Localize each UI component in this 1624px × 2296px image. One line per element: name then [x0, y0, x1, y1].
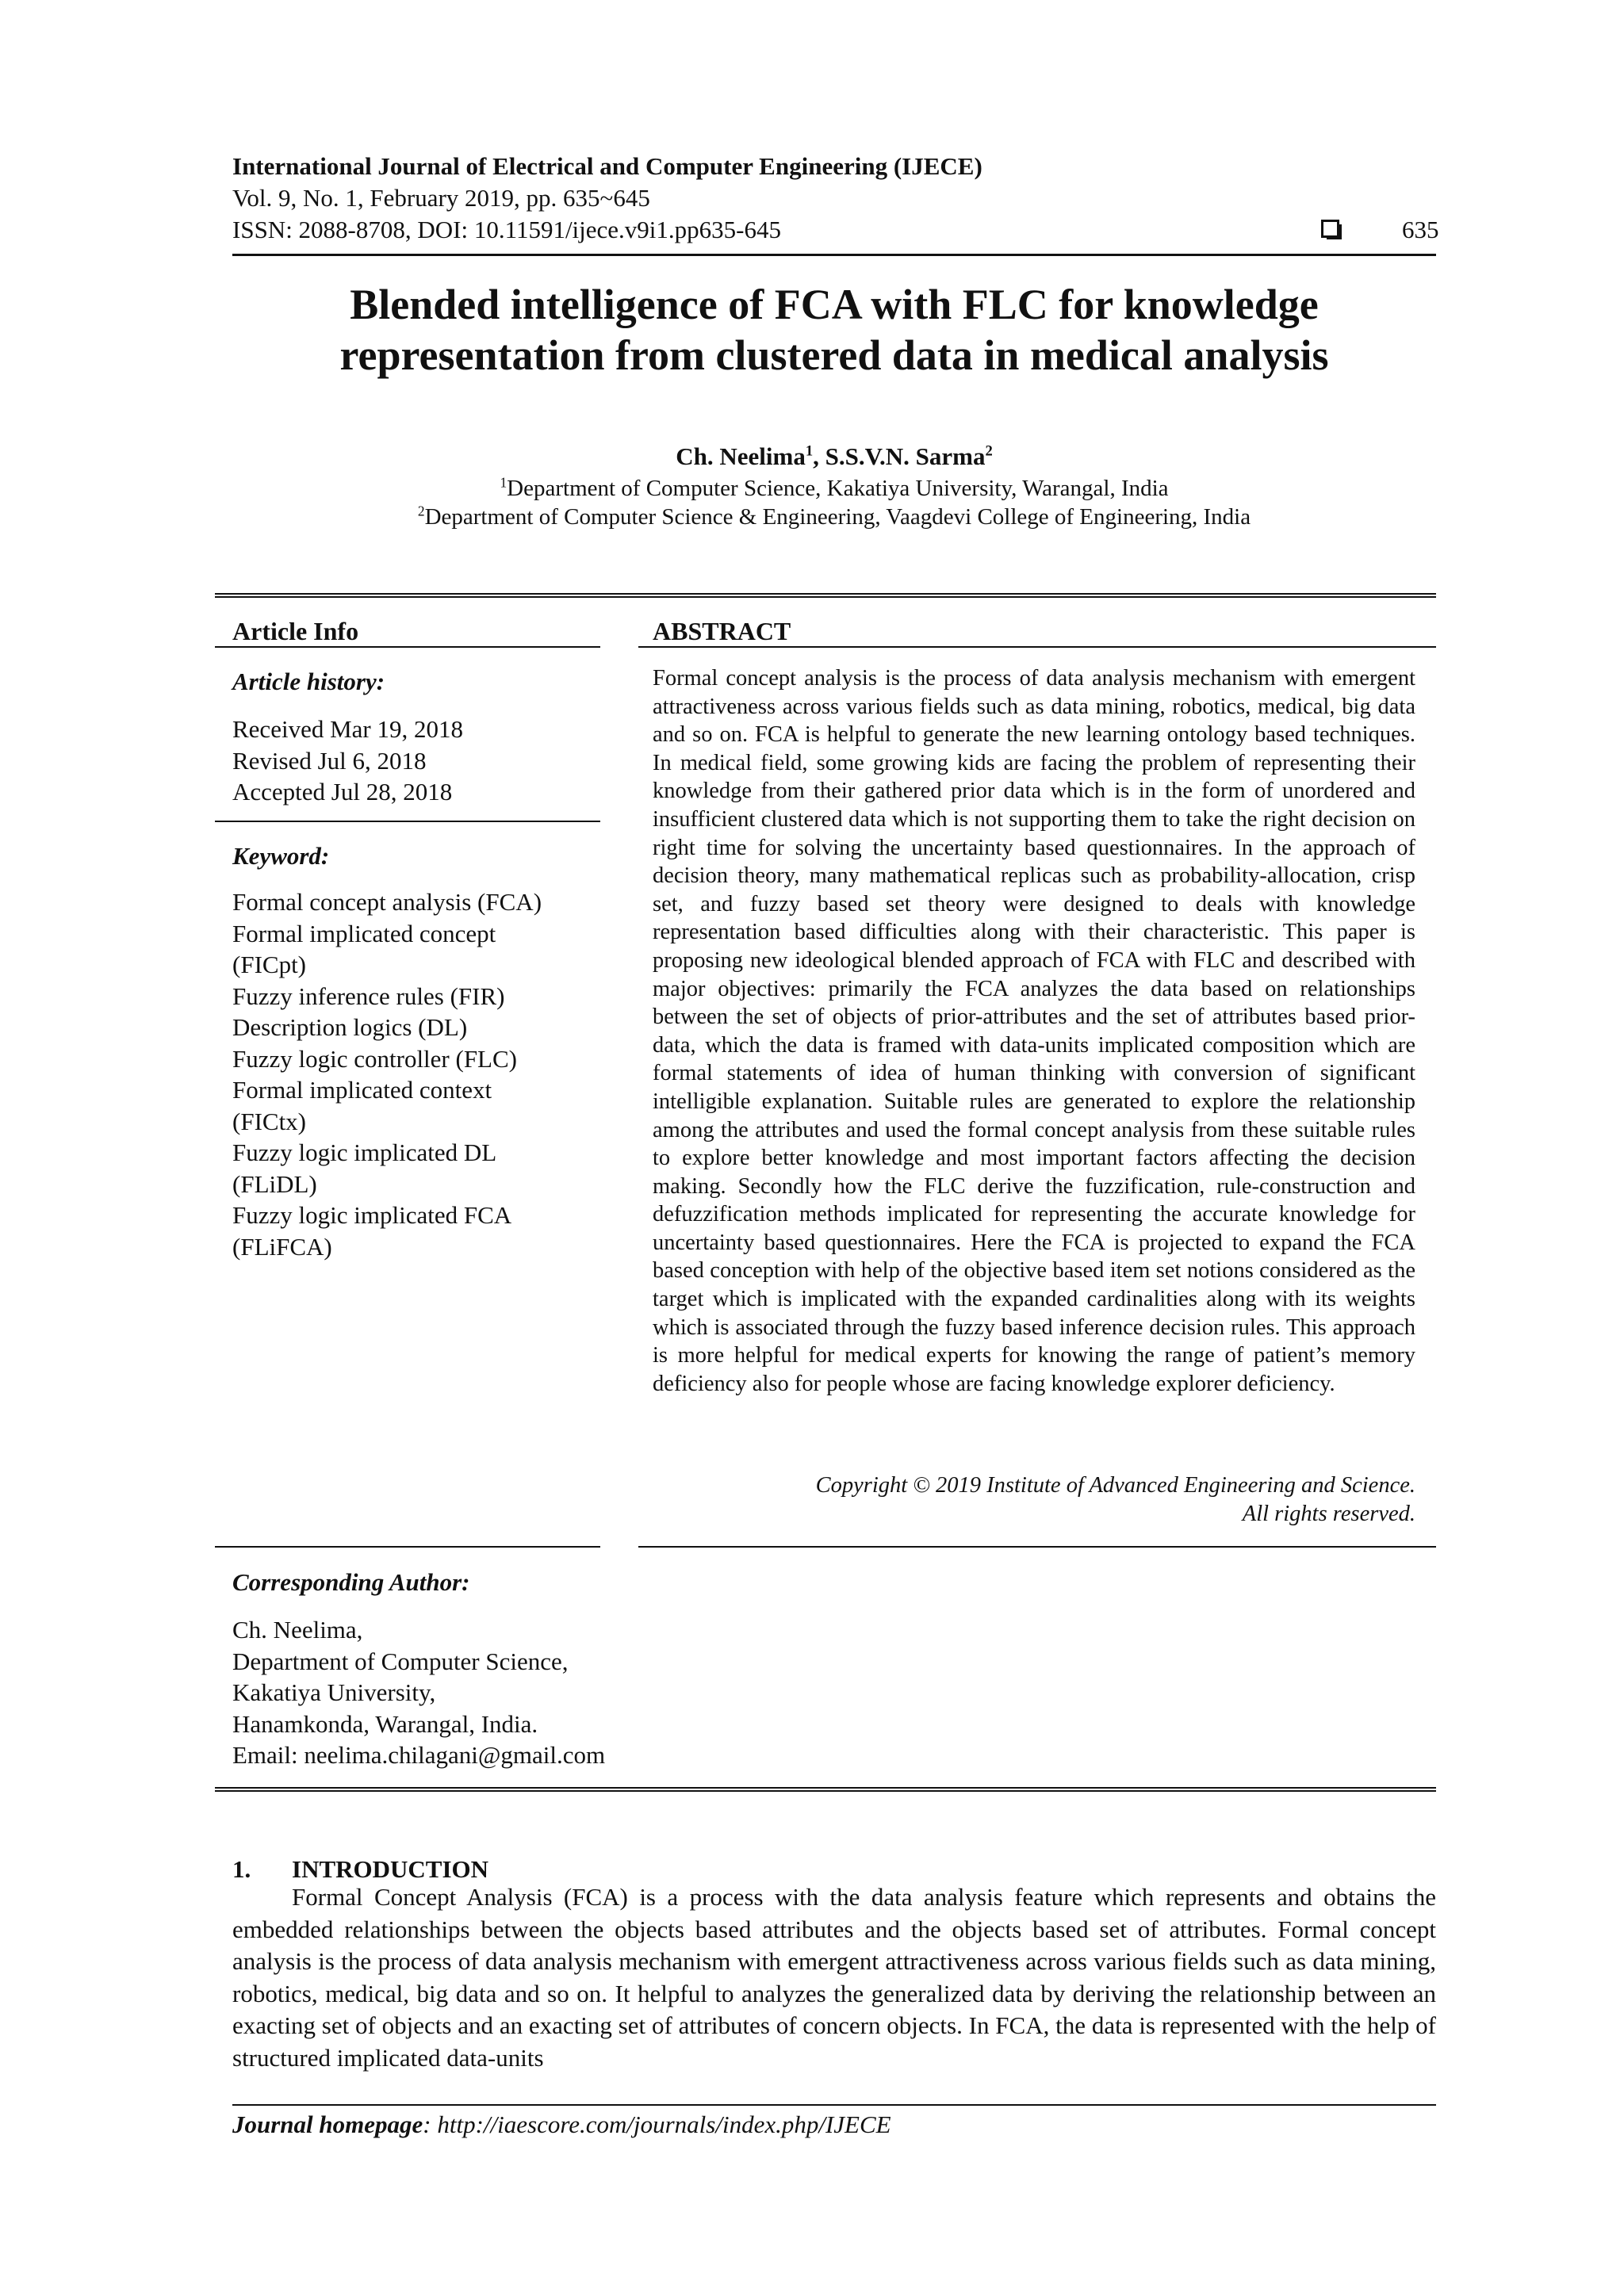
header-divider: [232, 254, 1436, 256]
author-line: [232, 442, 1436, 471]
keyword-item: Fuzzy inference rules (FIR): [232, 982, 505, 1010]
keyword-item: Formal implicated concept: [232, 919, 496, 947]
introduction-paragraph: Formal Concept Analysis (FCA) is a process with the data analysis feature which represents and obtains the embedded relationships between the objects based attributes and the objects based set of attributes. Formal concept analysis is the process of data analysis mechanism with emergent attractiveness across various fields such as data mining, robotics, medical, big data and so on. It helpful to analyzes the generalized data by deriving the relationship between an exacting set of objects and an exacting set of attributes of concern objects. In FCA, the data is represented with the help of structured implicated data-units: [232, 1883, 1436, 2072]
keyword-list: [232, 886, 542, 1262]
copyright-rights-line: All rights reserved.: [1242, 1502, 1415, 1526]
keyword-item: (FICpt): [232, 951, 306, 978]
corresponding-author-line: Department of Computer Science,: [232, 1647, 569, 1675]
left-column-rule: [215, 1546, 600, 1548]
keyword-item: Formal implicated context: [232, 1076, 492, 1104]
journal-homepage-link[interactable]: : http://iaescore.com/journals/index.php/IJECE: [423, 2110, 891, 2138]
article-info-heading: Article Info: [232, 617, 359, 645]
section-number: 1.: [232, 1855, 251, 1883]
keyword-item: (FLiDL): [232, 1169, 317, 1198]
info-top-double-rule: [215, 593, 1436, 598]
corresponding-author-line: Kakatiya University,: [232, 1678, 436, 1706]
keyword-item: (FLiFCA): [232, 1232, 332, 1261]
paper-title: Blended intelligence of FCA with FLC for knowledge representation from clustered data in medical analysis: [339, 281, 1329, 379]
affiliation-text: Department of Computer Science, Kakatiya University, Warangal, India: [507, 476, 1169, 501]
section-title: INTRODUCTION: [292, 1855, 489, 1883]
affiliation-superscript: 2: [417, 503, 425, 519]
history-item: Revised Jul 6, 2018: [232, 746, 427, 775]
author-name: S.S.V.N. Sarma: [825, 442, 986, 470]
journal-homepage-footer: [232, 2110, 891, 2139]
journal-homepage-label: Journal homepage: [232, 2110, 423, 2138]
keyword-item: Formal concept analysis (FCA): [232, 888, 542, 916]
abstract-heading: ABSTRACT: [653, 617, 791, 645]
keyword-item: (FICtx): [232, 1107, 306, 1135]
page-number: 635: [1402, 216, 1439, 243]
journal-issn-line: ISSN: 2088-8708, DOI: 10.11591/ijece.v9i1.pp635-645: [232, 216, 781, 243]
keyword-item: Description logics (DL): [232, 1013, 468, 1041]
abstract-heading-rule: [638, 646, 1436, 648]
article-history-heading: Article history:: [232, 668, 385, 695]
info-bottom-double-rule: [215, 1787, 1436, 1792]
author-name: Ch. Neelima: [676, 442, 806, 470]
history-item: Received Mar 19, 2018: [232, 715, 463, 743]
article-history-list: [232, 714, 463, 808]
keyword-item: Fuzzy logic controller (FLC): [232, 1044, 517, 1073]
affiliation-1: [232, 476, 1436, 502]
corresponding-author-line: Hanamkonda, Warangal, India.: [232, 1709, 538, 1738]
author-superscript: 2: [985, 442, 993, 460]
abstract-bottom-rule: [638, 1546, 1436, 1548]
keyword-item: Fuzzy logic implicated FCA: [232, 1201, 512, 1229]
introduction-heading: [232, 1855, 488, 1884]
footer-divider: [232, 2104, 1436, 2106]
checkbox-square-icon: [1321, 220, 1339, 238]
history-item: Accepted Jul 28, 2018: [232, 778, 453, 806]
author-superscript: 1: [805, 442, 814, 460]
affiliation-text: Department of Computer Science & Engineering, Vaagdevi College of Engineering, India: [424, 504, 1251, 530]
journal-volume-line: Vol. 9, No. 1, February 2019, pp. 635~645: [232, 184, 650, 212]
left-column-rule: [215, 646, 600, 648]
affiliation-2: [232, 504, 1436, 530]
corresponding-author-block: [232, 1614, 605, 1771]
corresponding-author-heading: Corresponding Author:: [232, 1568, 470, 1596]
corresponding-author-email: Email: neelima.chilagani@gmail.com: [232, 1741, 606, 1769]
keyword-item: Fuzzy logic implicated DL: [232, 1138, 497, 1166]
author-separator: ,: [813, 442, 825, 470]
left-column-rule: [215, 821, 600, 822]
copyright-line: Copyright © 2019 Institute of Advanced Engineering and Science.: [815, 1473, 1415, 1498]
corresponding-author-line: Ch. Neelima,: [232, 1616, 363, 1644]
keyword-heading: Keyword:: [232, 842, 330, 870]
affiliation-superscript: 1: [500, 474, 508, 491]
abstract-text: Formal concept analysis is the process of data analysis mechanism with emergent attractiveness across various fields such as data mining, robotics, medical, big data and so on. FCA is helpful to generate the new learning ontology based techniques. In medical field, some growing kids are facing the problem of representing their knowledge from their gathered prior data which is in the form of unordered and insufficient clustered data which is not supporting them to take the right decision on right time for solving the uncertainty based questionnaires. In the approach of decision theory, many mathematical replicas such as probability-allocation, crisp set, and fuzzy based set theory were designed to deals with knowledge representation based difficulties along with their characteristic. This paper is proposing new ideological blended approach of FCA with FLC and described with major objectives: primarily the FCA analyzes the data based on relationships between the set of objects of prior-attributes and the set of attributes based prior-data, which the data is framed with data-units implicated composition which are formal statements of idea of human thinking with conversion of significant intelligible explanation. Suitable rules are generated to explore the relationship among the attributes and used the formal concept analysis from these suitable rules to explore better knowledge and most important factors affecting the decision making. Secondly how the FLC derive the fuzzification, rule-construction and defuzzification methods implicated for representing the accurate knowledge for uncertainty based questionnaires. Here the FCA is projected to expand the FCA based conception with help of the objective based item set notions considered as the target which is implicated with the expanded cardinalities along with its weights which is associated through the fuzzy based inference decision rules. This approach is more helpful for medical experts for knowing the range of patient’s memory deficiency also for people whose are facing knowledge explorer deficiency.: [653, 666, 1415, 1396]
journal-name: International Journal of Electrical and Computer Engineering (IJECE): [232, 152, 982, 180]
